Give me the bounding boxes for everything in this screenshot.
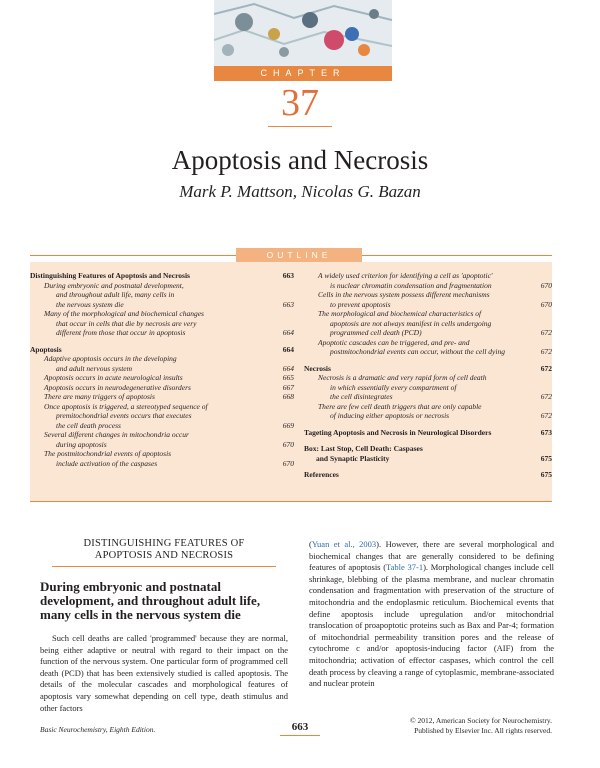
- outline-heading[interactable]: [30, 271, 294, 281]
- outline-entry-text: different from those that occur in apoptosis: [56, 328, 186, 337]
- outline-page-number: 672: [540, 392, 552, 401]
- body-text-span: ). Morphological changes include cell shrinkage, blebbing of the plasma membrane, and nuclear chromatin condensation and fragmentation with preservation of the structure of mitochondria and the endoplasmic reticulum. Biochemical events that define apoptosis include upregulation and/or mitochondrial translocation of proapoptotic proteins such as Bax and Par-4; formation of mitochondrial permeability transition pores and the release of cytochrome c and/or apoptosis-inducing factor (AIF) from the mitochondria; activation of effector caspases, which control the cell death process by cleaving a range of cytoplasmic, membrane-associated and nuclear protein: [309, 562, 555, 689]
- outline-entry[interactable]: [30, 430, 294, 449]
- copyright-line: Published by Elsevier Inc. All rights reserved.: [414, 726, 552, 735]
- outline-page-number: 665: [282, 373, 294, 382]
- outline-page-number: 667: [282, 382, 294, 392]
- outline-entry[interactable]: [30, 354, 294, 373]
- outline-page-number: 664: [282, 328, 294, 337]
- section-title-line: DISTINGUISHING FEATURES OF: [83, 538, 245, 549]
- outline-entry[interactable]: [304, 402, 552, 421]
- outline-entry-text: that occur in cells that die by necrosis are very: [56, 318, 197, 328]
- outline-entry-text: There are few cell death triggers that are only capable: [318, 401, 482, 411]
- outline-page-number: 672: [540, 411, 552, 420]
- outline-entry-text: the nervous system die: [56, 299, 124, 309]
- chapter-authors: Mark P. Mattson, Nicolas G. Bazan: [179, 182, 421, 201]
- chapter-rule: [268, 126, 332, 127]
- outline-page-number: 673: [540, 427, 552, 437]
- subsection-title: During embryonic and postnatal development, and throughout adult life, many cells in the nervous system die: [40, 579, 261, 622]
- outline-entry-text: include activation of the caspases: [56, 458, 158, 468]
- outline-heading[interactable]: [304, 428, 552, 438]
- outline-entry-text: to prevent apoptosis: [330, 299, 391, 309]
- outline-label: OUTLINE: [236, 248, 362, 262]
- footer-book-title: Basic Neurochemistry, Eighth Edition.: [40, 725, 156, 734]
- outline-entry-text: Several different changes in mitochondria occur: [44, 430, 189, 439]
- outline-entry[interactable]: [30, 449, 294, 468]
- outline-entry-text: Adaptive apoptosis occurs in the developing: [44, 354, 177, 363]
- outline-entry-text: programmed cell death (PCD): [330, 328, 422, 337]
- outline-entry[interactable]: [30, 392, 294, 402]
- outline-right-column: [304, 271, 552, 480]
- outline-entry-text: The postmitochondrial events of apoptosis: [44, 449, 172, 458]
- outline-entry-text: Tageting Apoptosis and Necrosis in Neurological Disorders: [304, 427, 492, 437]
- outline-entry-text: Many of the morphological and biochemical changes: [44, 309, 204, 318]
- outline-entry-text: A widely used criterion for identifying a cell as 'apoptotic': [318, 271, 493, 280]
- section-title-line: APOPTOSIS AND NECROSIS: [94, 550, 234, 561]
- outline-entry-text: the cell disintegrates: [330, 392, 393, 401]
- outline-page-number: 670: [282, 439, 294, 449]
- outline-heading[interactable]: [30, 345, 294, 355]
- outline-entry-text: Cells in the nervous system possess different mechanisms: [318, 290, 490, 299]
- outline-entry-text: is nuclear chromatin condensation and fragmentation: [330, 280, 492, 290]
- table-link[interactable]: Table 37-1: [386, 562, 424, 573]
- outline-entry-text: the cell death process: [56, 420, 121, 430]
- body-text-span: ). However, there are several morphological and biochemical changes that are generally considered to be defining features of apoptosis (: [309, 539, 554, 573]
- outline-entry-text: and throughout adult life, many cells in: [56, 290, 175, 299]
- outline-entry-text: and adult nervous system: [56, 363, 133, 373]
- outline-entry[interactable]: [30, 383, 294, 393]
- outline-heading[interactable]: [304, 364, 552, 374]
- outline-entry-text: Distinguishing Features of Apoptosis and Necrosis: [30, 271, 190, 280]
- left-column: [40, 538, 288, 714]
- chapter-title: Apoptosis and Necrosis: [171, 145, 429, 175]
- chapter-number: 37: [281, 82, 319, 124]
- outline-entry-text: References: [304, 470, 339, 479]
- outline-entry-text: Once apoptosis is triggered, a stereotyped sequence of: [44, 401, 208, 411]
- outline-entry-text: and Synaptic Plasticity: [316, 453, 390, 463]
- outline-page-number: 669: [282, 420, 294, 430]
- outline-page-number: 663: [282, 271, 294, 280]
- outline-entry[interactable]: [30, 402, 294, 431]
- outline-gap: [304, 357, 552, 364]
- right-column: [309, 539, 554, 690]
- outline-entry-text: Apoptosis occurs in acute neurological insults: [44, 373, 183, 382]
- outline-page-number: 663: [282, 299, 294, 309]
- page-number-rule: [280, 735, 320, 736]
- outline-entry[interactable]: [304, 338, 552, 357]
- outline-entry-text: during apoptosis: [56, 439, 107, 449]
- outline-left-column: [30, 271, 294, 468]
- outline-entry-text: There are many triggers of apoptosis: [44, 392, 155, 401]
- outline-entry[interactable]: [304, 309, 552, 338]
- outline-header: [0, 248, 600, 262]
- outline-gap: [30, 338, 294, 345]
- citation-link[interactable]: Yuan et al., 2003: [311, 539, 377, 549]
- chapter-label: CHAPTER: [214, 66, 392, 81]
- section-rule: [52, 566, 276, 567]
- outline-entry-text: The morphological and biochemical characteristics of: [318, 309, 482, 318]
- page-number: 663: [291, 721, 309, 733]
- outline-entry-text: apoptosis are not always manifest in cells undergoing: [330, 318, 492, 328]
- section-title: [40, 538, 288, 562]
- body-paragraph: Such cell deaths are called 'programmed' because they are normal, being either adaptive or neutral with regard to their impact on the function of the nervous system. One particular form of programmed cell death (PCD) that has been extensively studied is called apoptosis. The details of the molecular cascades and morphological features of apoptosis vary somewhat depending on cell type, death stimulus and other factors: [40, 633, 288, 713]
- outline-entry[interactable]: [304, 290, 552, 309]
- outline-page-number: 668: [282, 392, 294, 401]
- outline-gap: [304, 463, 552, 470]
- outline-entry-text: premitochondrial events occurs that executes: [56, 411, 192, 420]
- copyright-line: © 2012, American Society for Neurochemistry.: [409, 716, 552, 725]
- outline-entry-text: postmitochondrial events can occur, without the cell dying: [330, 347, 505, 356]
- outline-entry-text: in which essentially every compartment of: [330, 382, 457, 392]
- outline-entry[interactable]: [30, 281, 294, 310]
- outline-entry[interactable]: [304, 271, 552, 290]
- outline-entry-text: Apoptotic cascades can be triggered, and pre- and: [318, 337, 470, 347]
- outline-entry-text: Necrosis: [304, 363, 331, 373]
- outline-page-number: 675: [540, 453, 552, 463]
- outline-page-number: 670: [282, 458, 294, 468]
- outline-page-number: 672: [540, 328, 552, 337]
- outline-entry[interactable]: [304, 373, 552, 402]
- outline-entry-text: During embryonic and postnatal development,: [44, 280, 184, 290]
- outline-entry-text: of inducing either apoptosis or necrosis: [330, 411, 450, 420]
- outline-page-number: 670: [540, 280, 552, 290]
- body-paragraph: (Yuan et al., 2003). However, there are several morphological and biochemical changes that are generally considered to be defining features of apoptosis (Table 37-1). Morphological changes include cell shrinkage, blebbing of the plasma membrane, and nuclear chromatin condensation and fragmentation with preservation of the structure of mitochondria and the endoplasmic reticulum. Biochemical events that define apoptosis include upregulation and/or mitochondrial translocation of proapoptotic proteins such as Bax and Par-4; formation of mitochondrial permeability transition pores and the release of cytochrome c and/or apoptosis-inducing factor (AIF) from the mitochondria; activation of effector caspases, which control the cell death process by cleaving a range of cytoplasmic, membrane-associated and nuclear protein: [309, 539, 555, 689]
- outline-entry-text: Box: Last Stop, Cell Death: Caspases: [304, 444, 423, 453]
- footer-copyright: [410, 716, 552, 736]
- outline-entry[interactable]: [30, 309, 294, 338]
- outline-entry[interactable]: [30, 373, 294, 383]
- chapter-banner-illustration: [214, 0, 392, 66]
- outline-entry-text: Apoptosis occurs in neurodegenerative disorders: [44, 382, 191, 392]
- outline-page-number: 672: [540, 347, 552, 356]
- outline-box: [30, 262, 552, 502]
- outline-gap: [304, 437, 552, 444]
- outline-entry-text: Necrosis is a dramatic and very rapid form of cell death: [318, 373, 487, 382]
- outline-page-number: 672: [540, 363, 552, 373]
- outline-page-number: 670: [540, 299, 552, 309]
- outline-gap: [304, 421, 552, 428]
- outline-entry-text: Apoptosis: [30, 344, 62, 354]
- outline-page-number: 664: [282, 344, 294, 354]
- outline-page-number: 664: [282, 363, 294, 373]
- outline-page-number: 675: [540, 470, 552, 479]
- outline-heading[interactable]: [304, 444, 552, 463]
- outline-heading[interactable]: [304, 470, 552, 480]
